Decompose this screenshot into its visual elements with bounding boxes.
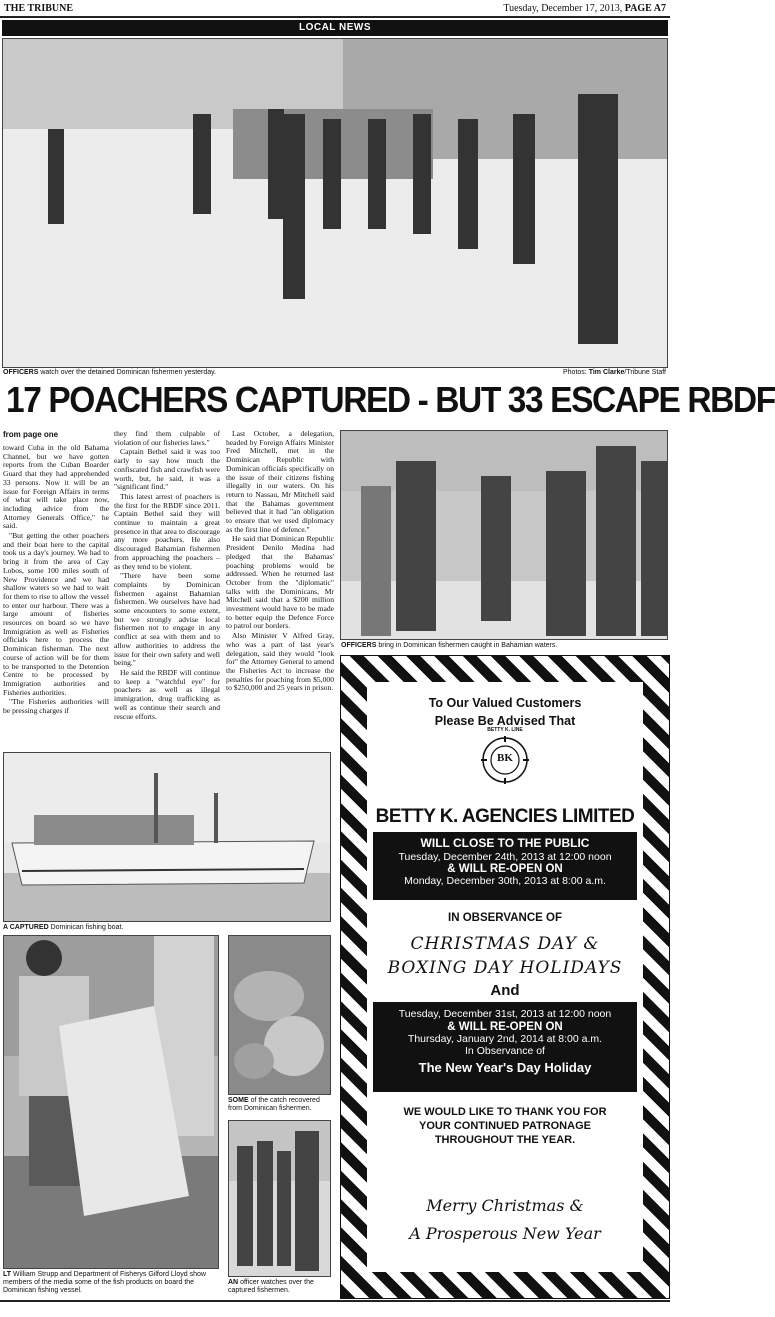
holiday-line-1: CHRISTMAS DAY & xyxy=(410,934,600,954)
an-photo-caption xyxy=(228,1279,329,1295)
officers-photo-caption xyxy=(341,642,557,650)
closure-block-1 xyxy=(373,832,637,900)
reopen-label-1: & WILL RE-OPEN ON xyxy=(447,863,563,875)
top-photo xyxy=(2,38,668,368)
observance-label: IN OBSERVANCE OF xyxy=(448,912,562,924)
officers-photo xyxy=(340,430,668,640)
thanks-line-2: YOUR CONTINUED PATRONAGE xyxy=(419,1120,591,1132)
ad-greeting: To Our Valued Customers xyxy=(428,696,582,710)
catch-photo-caption xyxy=(228,1097,329,1113)
reopen-date-1: Monday, December 30th, 2013 at 8:00 a.m. xyxy=(404,875,606,887)
paragraph: "There have been some complaints by Dominican fishermen against Bahamian fishermen. We ourselves have had some encounters to some extent, but we strongly advise local fishermen not to engage in any conflict at sea with them and to allow authorities to address the issue for their own safety and well being." xyxy=(114,571,220,668)
caption-text: William Strupp and Department of Fisherys Gilford Lloyd show members of the media some of the fish products on board the Dominican fishing vessel. xyxy=(3,1271,206,1294)
betty-k-advertisement xyxy=(340,655,670,1299)
closure-block-2 xyxy=(373,1002,637,1092)
paragraph: "But getting the other poachers and their boat here to the capital took us a day's journey. We had to bring it from the area of Cay Lobos, some 100 miles south of New Providence and we had shallow waters so we had to wait for them to rise to allow the vessel to enter our harbour. There was a large amount of fisheries resources on board so we have Immigration as well as Fisheries officials here to process the Dominican fisherman. The next course of action will be for them to be transported to the Detention Centre to be processed by Immigration authorities and Fisheries authorities. xyxy=(3,531,109,697)
ad-panel xyxy=(367,682,643,1272)
logo-ring-text: BETTY K. LINE xyxy=(487,727,523,733)
paragraph: Last October, a delegation, headed by Foreign Affairs Minister Fred Mitchell, met in the Dominican Republic with Dominican officials specifically on the issue of their citizens fishing illegally in our waters. On his return to Nassau, Mr Mitchell said that the Bahamas government believed that it had "an obligation to ensure that we used diplomacy as the first line of defence." xyxy=(226,429,334,534)
prosperous-new-year: A Prosperous New Year xyxy=(409,1224,601,1243)
paragraph: "The Fisheries authorities will be pressing charges if xyxy=(3,697,109,716)
page-date xyxy=(503,3,666,14)
merry-christmas: Merry Christmas & xyxy=(426,1196,584,1215)
caption-lead: AN xyxy=(228,1279,239,1286)
lt-photo xyxy=(3,935,219,1269)
caption-text: officer watches over the captured fishermen. xyxy=(228,1279,314,1294)
credit-suffix: /Tribune Staff xyxy=(624,369,666,376)
company-name: BETTY K. AGENCIES LIMITED xyxy=(375,806,635,827)
paragraph: He said the RBDF will continue to keep a "watchful eye" for poachers as well as illegal immigration, drug trafficking as well as continue their search and rescue efforts. xyxy=(114,667,220,721)
header-rule xyxy=(0,16,670,18)
logo-monogram: BK xyxy=(497,752,513,764)
headline: 17 POACHERS CAPTURED - BUT 33 ESCAPE RBDF xyxy=(6,379,775,420)
caption-lead: A CAPTURED xyxy=(3,924,49,931)
observance-small: In Observance of xyxy=(465,1045,545,1057)
caption-lead: SOME xyxy=(228,1097,249,1104)
thanks-line-3: THROUGHOUT THE YEAR. xyxy=(434,1134,576,1146)
caption-lead: OFFICERS xyxy=(3,369,39,376)
ad-advised: Please Be Advised That xyxy=(434,714,576,728)
top-photo-caption xyxy=(3,369,216,377)
caption-text: Dominican fishing boat. xyxy=(48,924,124,931)
article-col-1 xyxy=(3,430,109,717)
boat-photo-caption xyxy=(3,924,123,932)
lt-photo-caption xyxy=(3,1271,217,1295)
page-number: PAGE A7 xyxy=(624,3,666,14)
section-banner: LOCAL NEWS xyxy=(2,20,668,36)
thanks-line-1: WE WOULD LIKE TO THANK YOU FOR xyxy=(403,1106,607,1118)
footer-rule xyxy=(0,1300,670,1302)
caption-text: watch over the detained Dominican fishermen yesterday. xyxy=(38,369,217,376)
credit-name: Tim Clarke xyxy=(588,369,625,376)
holiday-line-2: BOXING DAY HOLIDAYS xyxy=(387,958,623,978)
paragraph: He said that Dominican Republic President Denilo Medina had pledged that the Bahamas' poaching problems would be addressed. When he returned last October from the "diplomatic" talks with the Dominicans, Mr Mitchell said that a $200 million investment would have to be made to better equip the Defence Force to patrol our borders. xyxy=(226,534,334,631)
article-col-2 xyxy=(114,430,220,722)
paragraph: This latest arrest of poachers is the first for the RBDF since 2011. Captain Bethel said they will continue to maintain a great presence in that area to discourage any more poachers. He also discouraged Bahamian fishermen from approaching the poachers – as they tend to be violent. xyxy=(114,491,220,571)
and-label: And xyxy=(490,982,520,999)
reopen-date-2: Thursday, January 2nd, 2014 at 8:00 a.m. xyxy=(407,1033,603,1045)
an-photo xyxy=(228,1120,331,1277)
new-years-holiday: The New Year's Day Holiday xyxy=(418,1060,592,1075)
reopen-label-2: & WILL RE-OPEN ON xyxy=(447,1021,563,1033)
article-col-3 xyxy=(226,430,334,694)
date-text: Tuesday, December 17, 2013, xyxy=(503,3,625,14)
paragraph: Also Minister V Alfred Gray, who was a part of last year's delegation, said they would "look for" the Attorney General to amend the Fisheries Act to increase the penalties for poaching from $5,000 to $250,000 and 25 years in prison. xyxy=(226,631,334,693)
close-date-1: Tuesday, December 24th, 2013 at 12:00 noon xyxy=(398,851,612,863)
caption-lead: OFFICERS xyxy=(341,642,377,649)
boat-photo xyxy=(3,752,331,922)
caption-text: of the catch recovered from Dominican fishermen. xyxy=(228,1097,320,1112)
paragraph: they find them culpable of violation of our fisheries laws." xyxy=(114,429,220,447)
newspaper-name: THE TRIBUNE xyxy=(4,3,74,14)
catch-photo xyxy=(228,935,331,1095)
close-notice: WILL CLOSE TO THE PUBLIC xyxy=(420,836,590,850)
photo-credit xyxy=(563,369,666,377)
credit-prefix: Photos: xyxy=(563,369,589,376)
betty-k-logo xyxy=(481,727,529,784)
caption-text: bring in Dominican fishermen caught in Bahamian waters. xyxy=(376,642,558,649)
paragraph: toward Cuba in the old Bahama Channel, but we have gotten reports from the Cuban Boarder Guard that they had apprehended 33 persons. Now it will be an issue for Foreign Affairs in terms of what will take place now, including advice from the Attorney Generals Office," he said. xyxy=(3,443,109,531)
caption-lead: LT xyxy=(3,1271,12,1278)
paragraph: Captain Bethel said it was too early to say how much the confiscated fish and crawfish were worth, but, he said, it was a "significant find." xyxy=(114,447,220,492)
from-page-one: from page one xyxy=(3,430,59,439)
close-date-2: Tuesday, December 31st, 2013 at 12:00 noon xyxy=(398,1008,612,1020)
